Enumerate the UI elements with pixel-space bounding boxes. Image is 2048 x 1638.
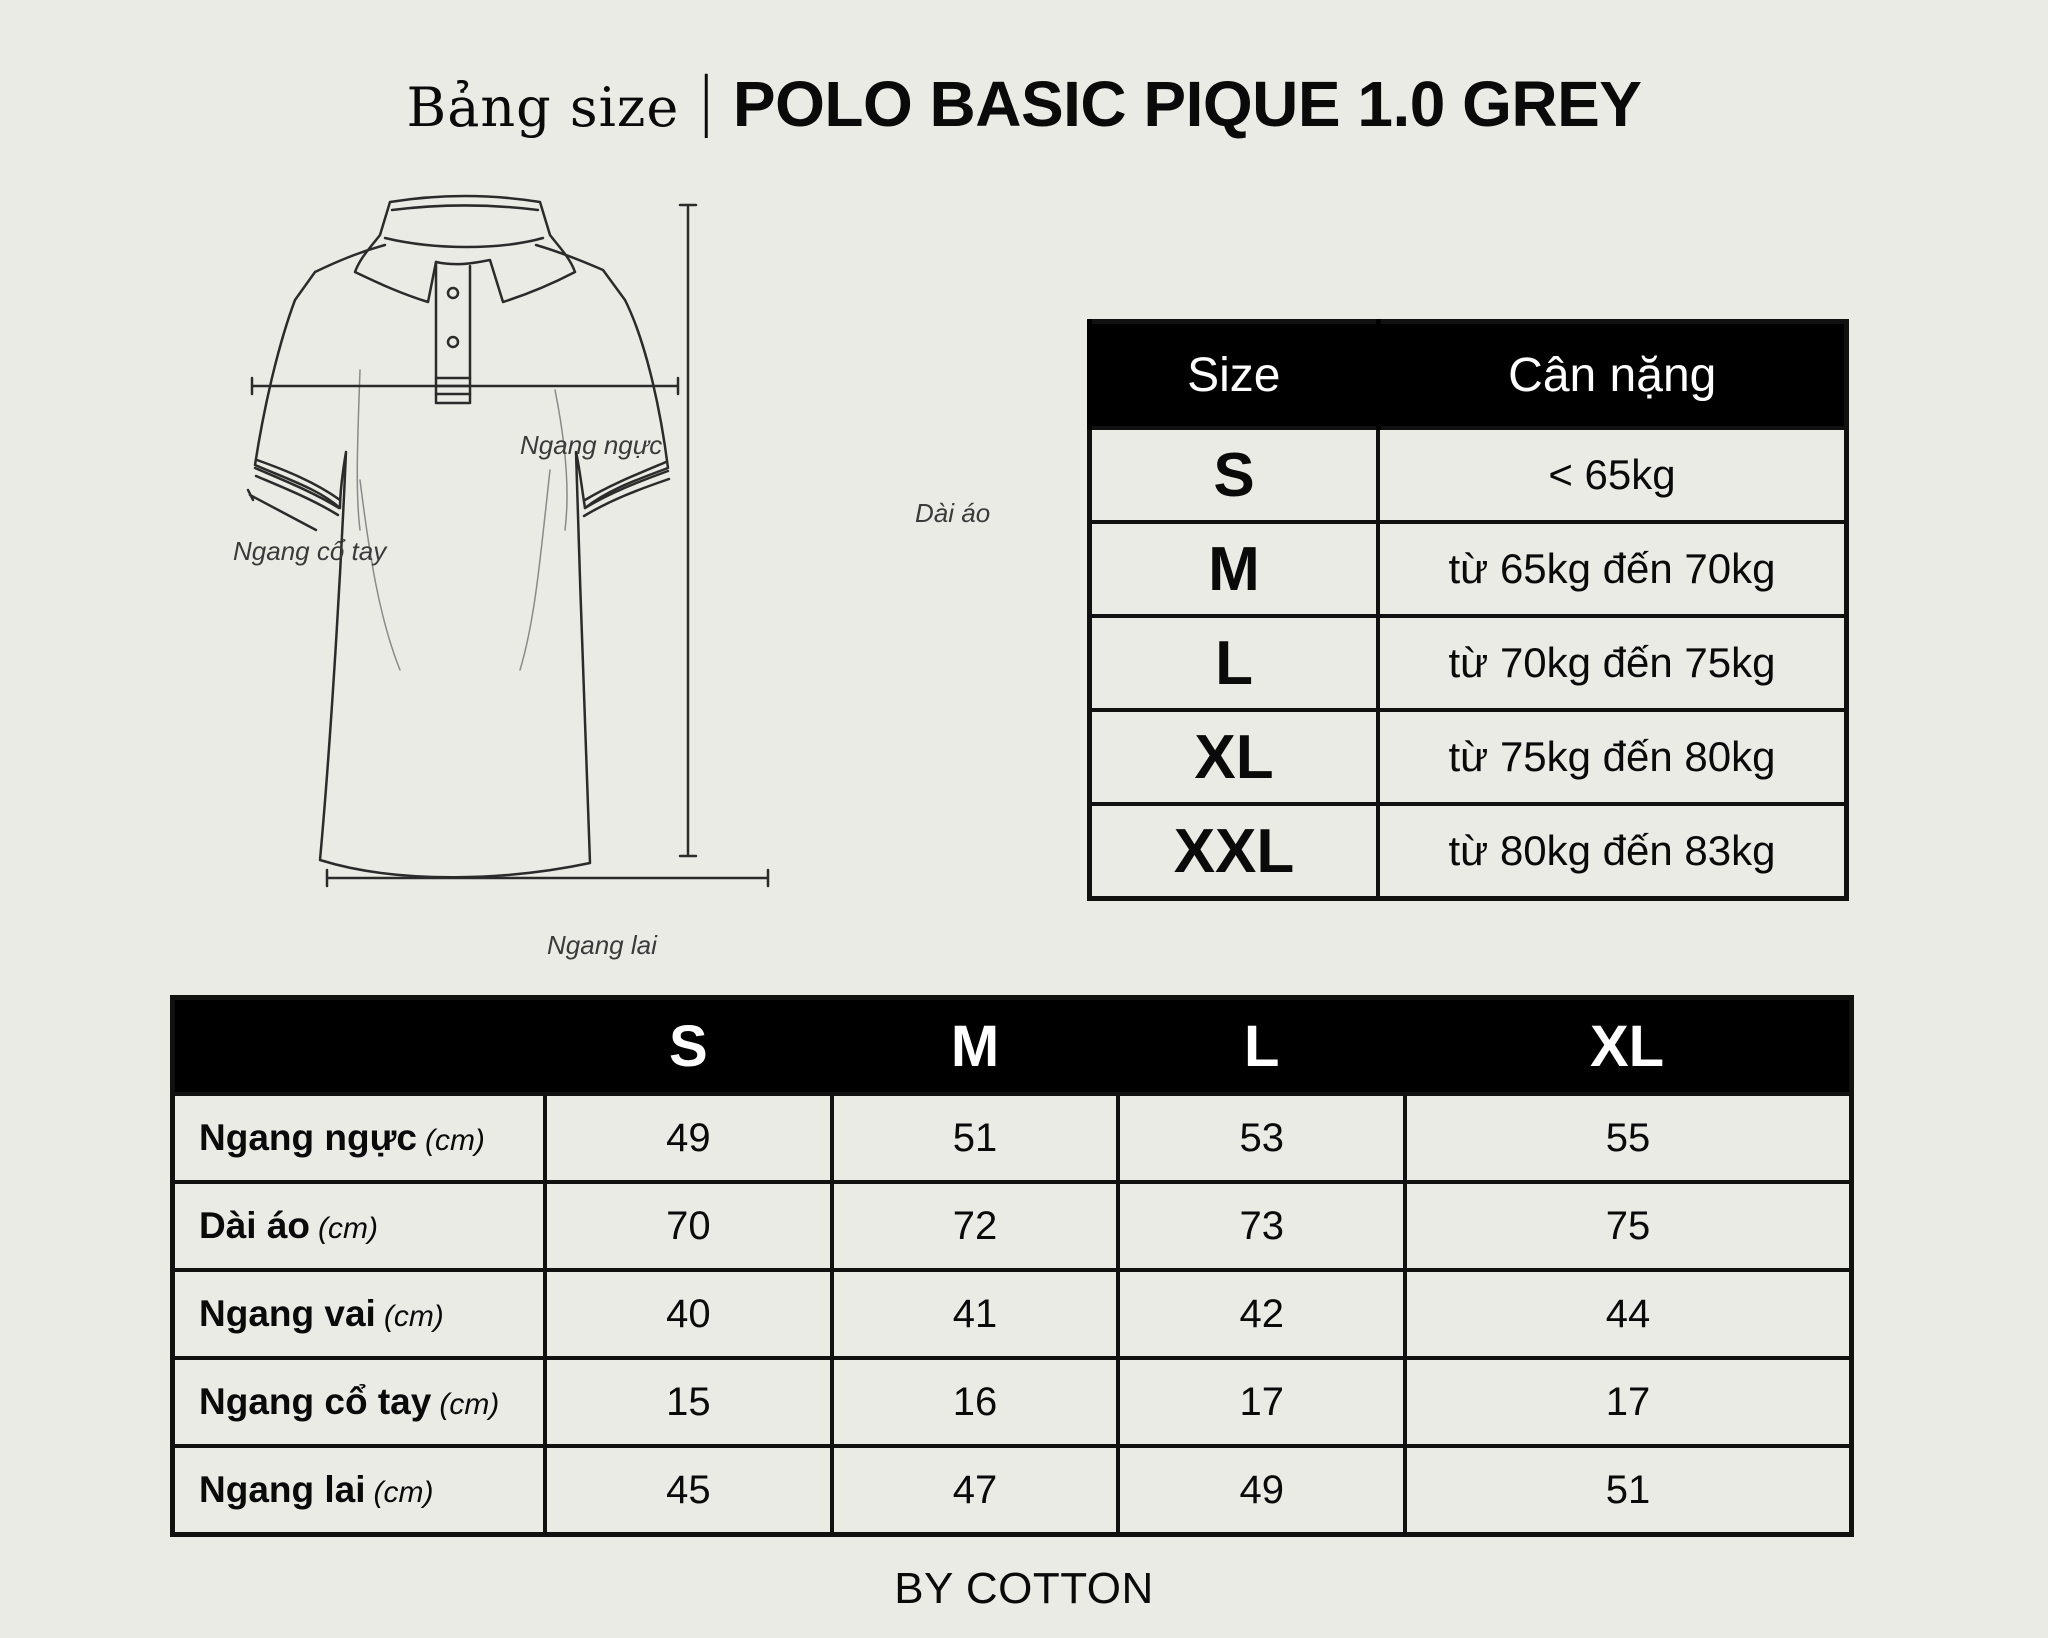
value-cell: 51	[1405, 1446, 1851, 1535]
table-row	[1090, 710, 1847, 804]
row-unit: (cm)	[439, 1388, 500, 1421]
table-row	[1090, 616, 1847, 710]
measurement-table	[170, 995, 1854, 1537]
value-cell: 55	[1405, 1094, 1851, 1182]
size-cell: L	[1090, 616, 1379, 710]
weight-cell: từ 65kg đến 70kg	[1378, 522, 1847, 616]
row-label-text: Dài áo	[199, 1205, 311, 1246]
table-row	[173, 1094, 1852, 1182]
value-cell: 49	[545, 1094, 832, 1182]
hem-line	[327, 870, 768, 886]
length-line	[680, 205, 696, 856]
right-cuff	[584, 462, 669, 516]
value-cell: 45	[545, 1446, 832, 1535]
value-cell: 51	[832, 1094, 1119, 1182]
title-separator: |	[695, 65, 717, 139]
header-size-m: M	[832, 998, 1119, 1095]
value-cell: 44	[1405, 1270, 1851, 1358]
value-cell: 15	[545, 1358, 832, 1446]
size-cell: XL	[1090, 710, 1379, 804]
row-label-text: Ngang ngực	[199, 1117, 417, 1158]
hem-label: Ngang lai	[547, 930, 657, 960]
chest-line	[252, 378, 678, 394]
table-row	[173, 1446, 1852, 1535]
row-label-text: Ngang vai	[199, 1293, 376, 1334]
table-row	[1090, 522, 1847, 616]
header-size-xl: XL	[1405, 998, 1851, 1095]
weight-cell: từ 75kg đến 80kg	[1378, 710, 1847, 804]
table-row	[1090, 428, 1847, 522]
value-cell: 42	[1118, 1270, 1405, 1358]
value-cell: 70	[545, 1182, 832, 1270]
title-prefix: Bảng size	[406, 76, 680, 139]
header-size-l: L	[1118, 998, 1405, 1095]
value-cell: 17	[1118, 1358, 1405, 1446]
brand-footer: BY COTTON	[894, 1564, 1154, 1613]
placket	[436, 262, 470, 403]
weight-cell: từ 80kg đến 83kg	[1378, 804, 1847, 899]
table-row	[1090, 804, 1847, 899]
value-cell: 47	[832, 1446, 1119, 1535]
value-cell: 16	[832, 1358, 1119, 1446]
left-cuff	[255, 460, 340, 515]
weight-cell: < 65kg	[1378, 428, 1847, 522]
value-cell: 73	[1118, 1182, 1405, 1270]
weight-table-header	[1090, 322, 1847, 429]
header-weight: Cân nặng	[1378, 322, 1847, 429]
row-label	[173, 1270, 546, 1358]
length-label: Dài áo	[915, 498, 991, 528]
value-cell: 72	[832, 1182, 1119, 1270]
header-size-s: S	[545, 998, 832, 1095]
size-cell: M	[1090, 522, 1379, 616]
row-label	[173, 1358, 546, 1446]
size-cell: XXL	[1090, 804, 1379, 899]
row-unit: (cm)	[318, 1212, 379, 1245]
product-name: POLO BASIC PIQUE 1.0 GREY	[732, 68, 1642, 140]
value-cell: 17	[1405, 1358, 1851, 1446]
table-row	[173, 1182, 1852, 1270]
row-unit: (cm)	[424, 1124, 485, 1157]
cuff-line	[248, 490, 316, 530]
row-label-text: Ngang lai	[199, 1469, 366, 1510]
page-title	[0, 62, 2048, 164]
value-cell: 41	[832, 1270, 1119, 1358]
chest-label: Ngang ngực	[520, 430, 663, 460]
row-unit: (cm)	[373, 1476, 434, 1509]
table-row	[173, 1270, 1852, 1358]
weight-size-table	[1087, 319, 1849, 901]
value-cell: 40	[545, 1270, 832, 1358]
header-size: Size	[1090, 322, 1379, 429]
value-cell: 49	[1118, 1446, 1405, 1535]
polo-shirt-diagram	[220, 190, 1020, 970]
value-cell: 75	[1405, 1182, 1851, 1270]
row-label	[173, 1182, 546, 1270]
row-label	[173, 1446, 546, 1535]
size-cell: S	[1090, 428, 1379, 522]
row-label	[173, 1094, 546, 1182]
header-blank	[173, 998, 546, 1095]
measurement-table-header	[173, 998, 1852, 1095]
weight-cell: từ 70kg đến 75kg	[1378, 616, 1847, 710]
row-unit: (cm)	[383, 1300, 444, 1333]
cuff-label: Ngang cổ tay	[233, 536, 387, 566]
collar	[355, 196, 575, 302]
table-row	[173, 1358, 1852, 1446]
row-label-text: Ngang cổ tay	[199, 1381, 432, 1422]
value-cell: 53	[1118, 1094, 1405, 1182]
